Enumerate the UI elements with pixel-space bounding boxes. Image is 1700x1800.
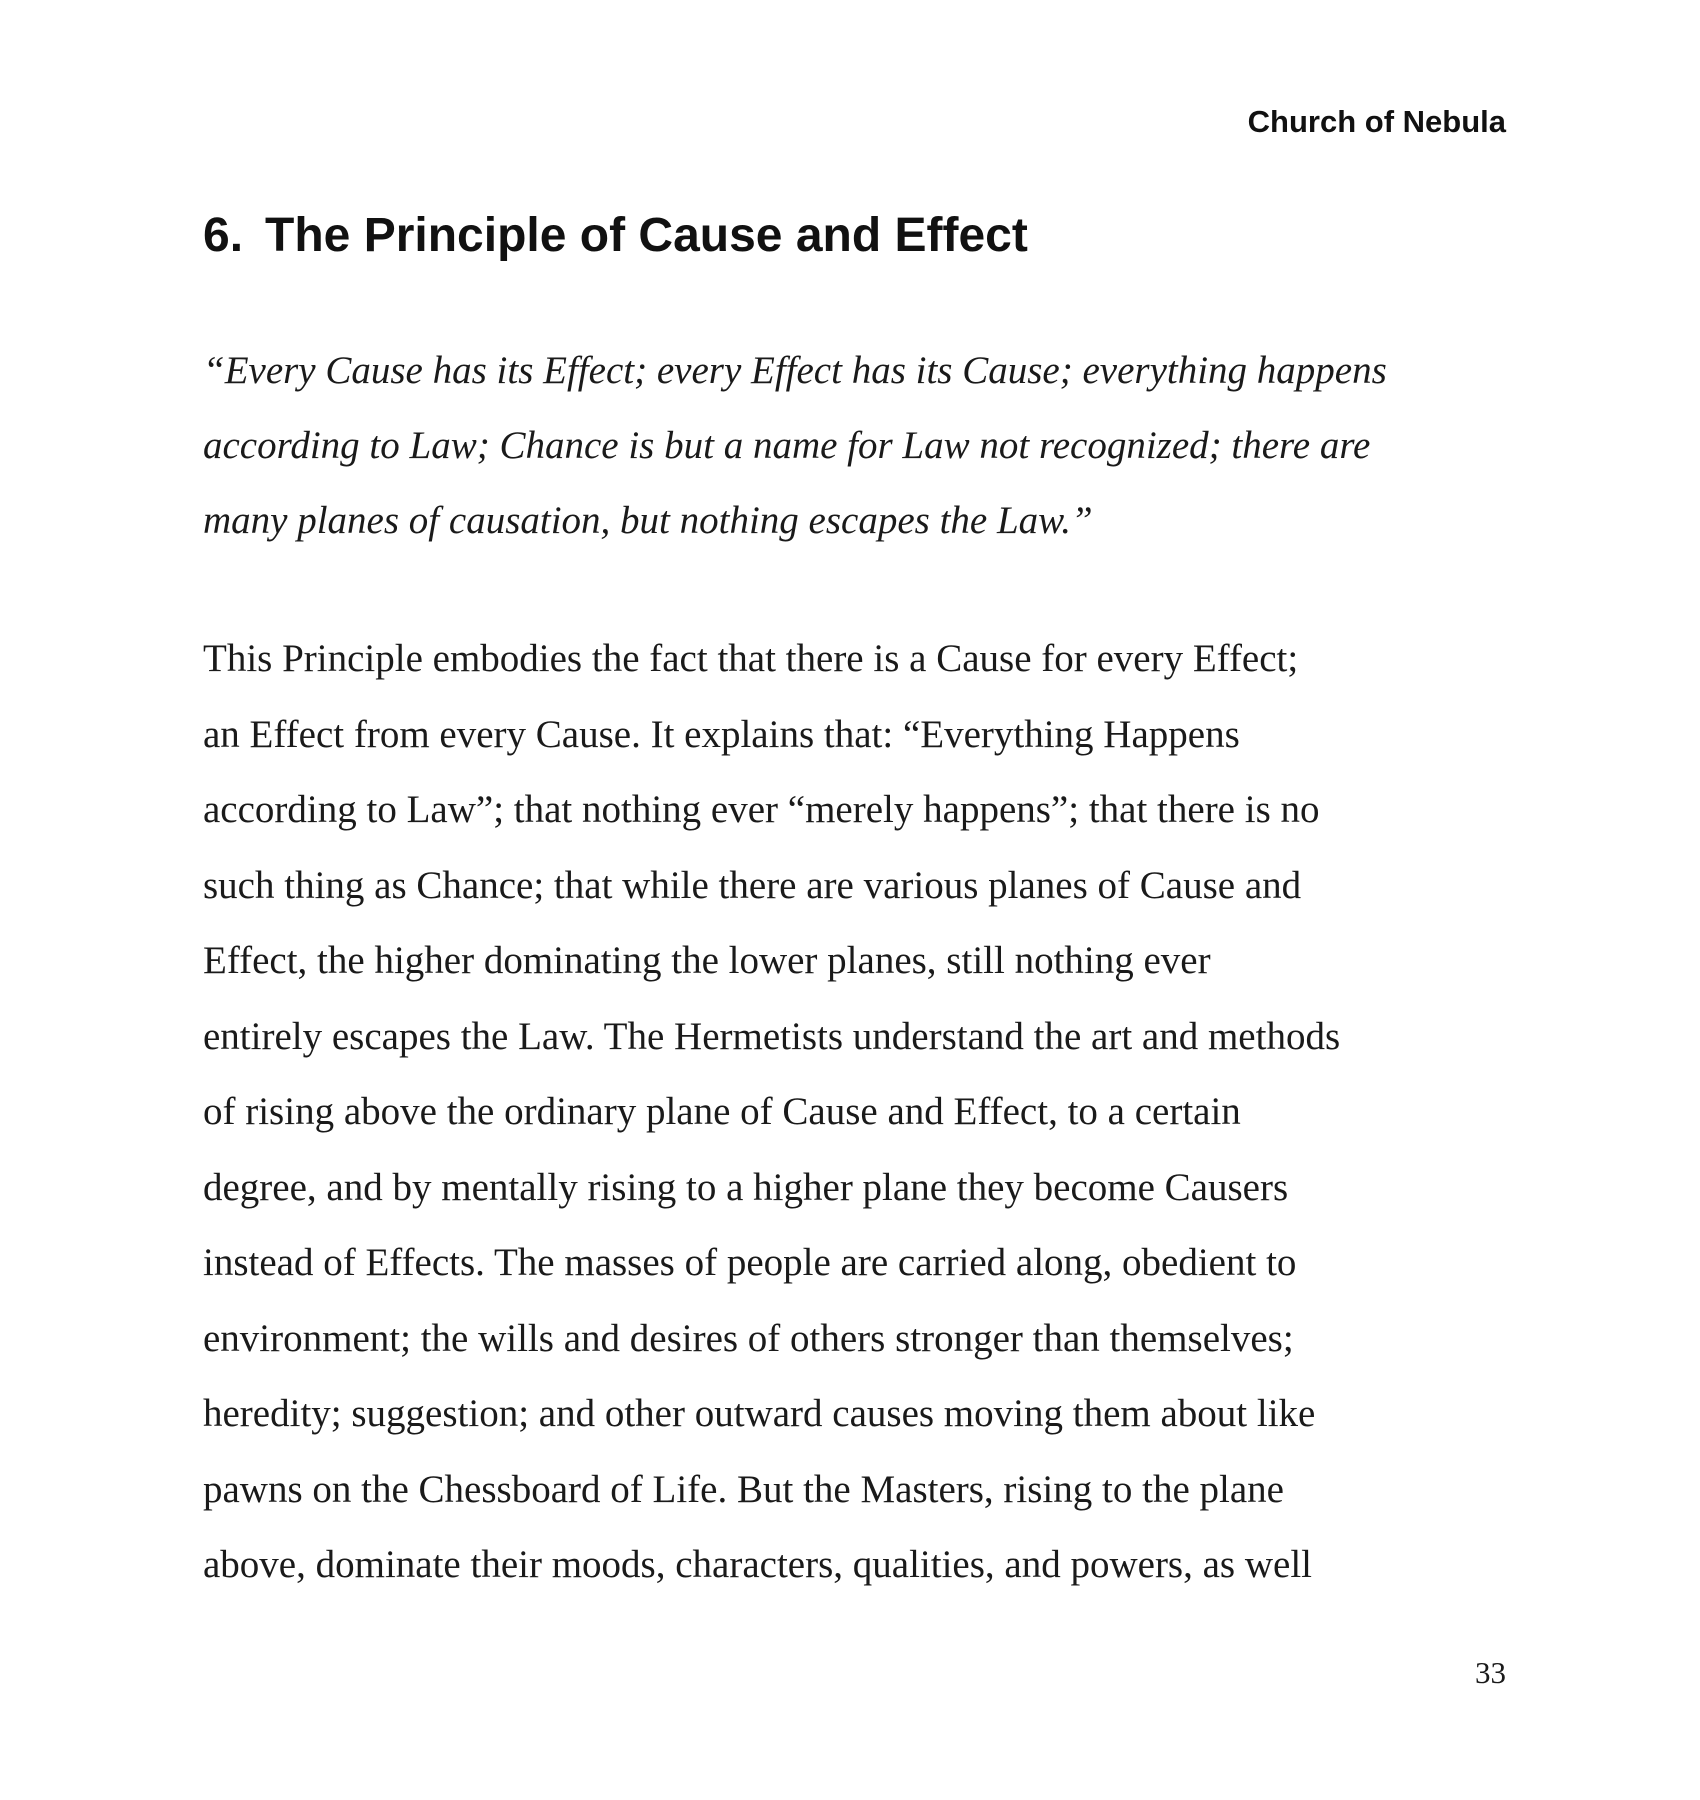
epigraph-line: many planes of causation, but nothing escapes the Law.”: [203, 499, 1093, 542]
body-line: pawns on the Chessboard of Life. But the Masters, rising to the plane: [203, 1467, 1284, 1511]
chapter-title: [203, 204, 1028, 268]
chapter-number: 6.: [203, 209, 244, 262]
body-line: degree, and by mentally rising to a higher plane they become Causers: [203, 1165, 1289, 1209]
body-line: This Principle embodies the fact that there is a Cause for every Effect;: [203, 637, 1299, 680]
epigraph-line: “Every Cause has its Effect; every Effect has its Cause; everything happens: [203, 349, 1387, 392]
body-line: environment; the wills and desires of others stronger than themselves;: [203, 1316, 1294, 1360]
body-line: of rising above the ordinary plane of Cause and Effect, to a certain: [203, 1090, 1241, 1133]
page-number: 33: [1475, 1655, 1506, 1690]
epigraph-quote: [203, 333, 1503, 558]
body-line: entirely escapes the Law. The Hermetists understand the art and methods: [203, 1014, 1341, 1058]
running-header: Church of Nebula: [1247, 104, 1506, 139]
epigraph-line: according to Law; Chance is but a name for Law not recognized; there are: [203, 424, 1371, 467]
body-line: an Effect from every Cause. It explains that: “Everything Happens: [203, 712, 1240, 756]
body-line: according to Law”; that nothing ever “merely happens”; that there is no: [203, 788, 1320, 831]
chapter-title-text: The Principle of Cause and Effect: [265, 209, 1028, 262]
body-line: heredity; suggestion; and other outward causes moving them about like: [203, 1392, 1316, 1435]
body-line: such thing as Chance; that while there are various planes of Cause and: [203, 863, 1302, 907]
body-line: instead of Effects. The masses of people are carried along, obedient to: [203, 1241, 1297, 1284]
body-paragraph: [203, 621, 1523, 1603]
body-line: above, dominate their moods, characters, qualities, and powers, as well: [203, 1543, 1312, 1586]
body-line: Effect, the higher dominating the lower planes, still nothing ever: [203, 939, 1211, 982]
